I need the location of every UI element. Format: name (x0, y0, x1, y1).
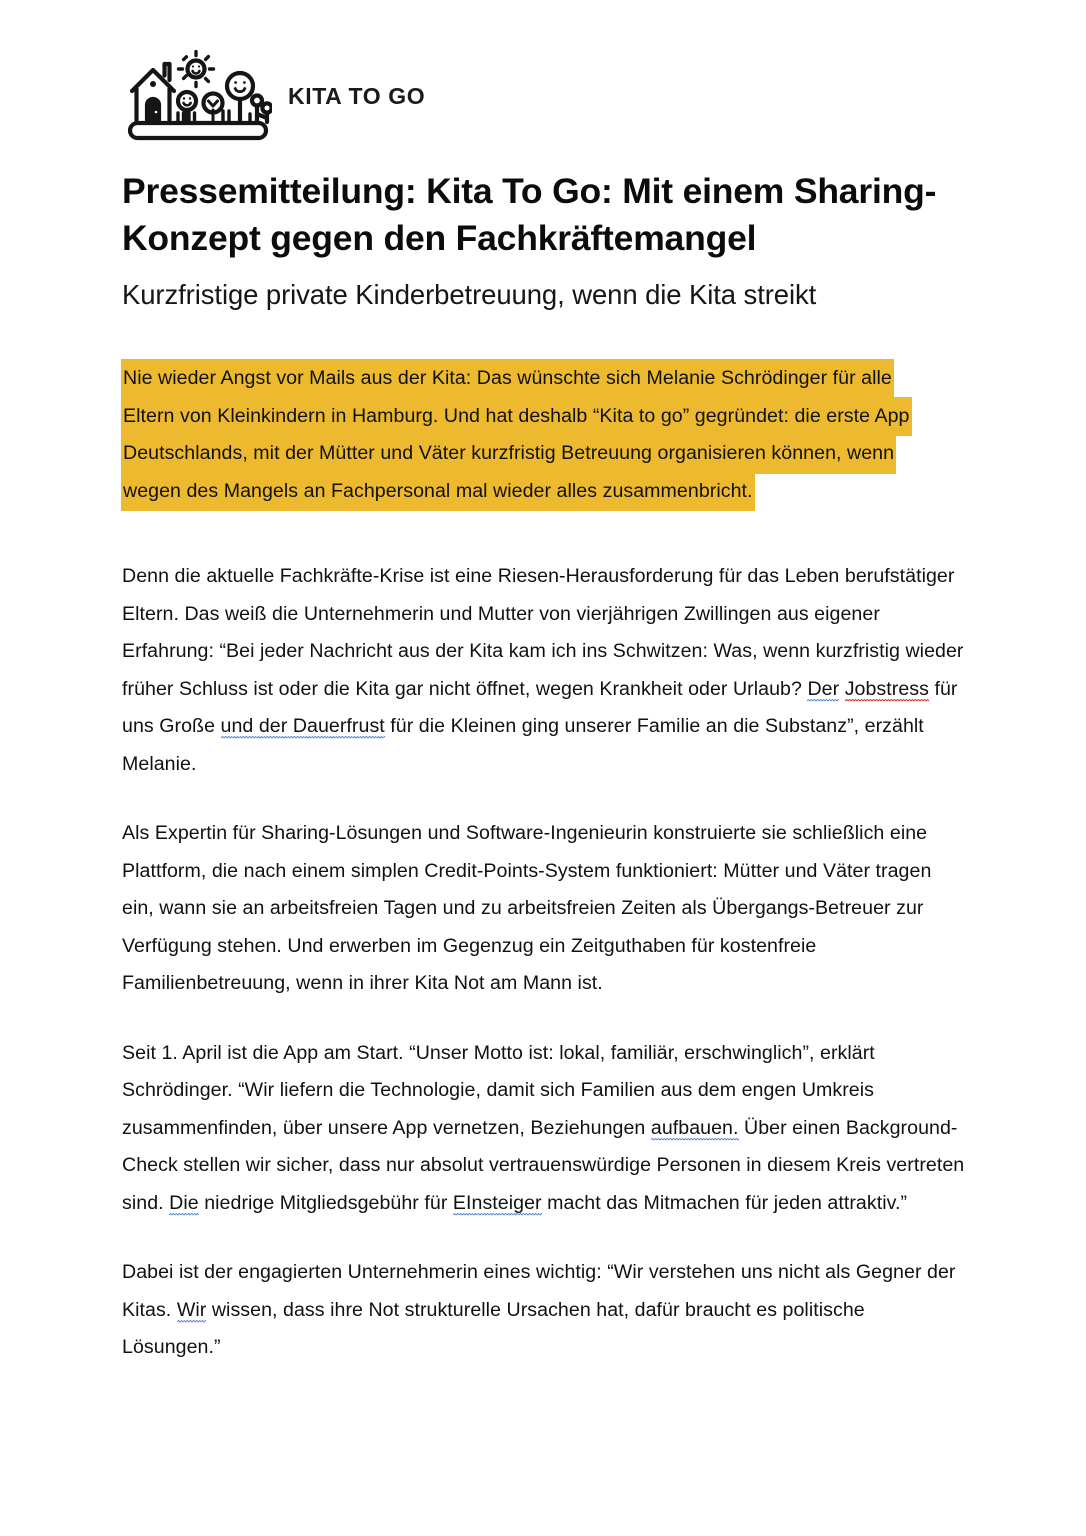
brand-header (124, 48, 425, 144)
grammar-error-text[interactable]: Der (807, 678, 839, 703)
highlighted-line: Eltern von Kleinkindern in Hamburg. Und hat deshalb “Kita to go” gegründet: die erste App (122, 398, 911, 436)
spelling-error-text[interactable]: Jobstress (845, 678, 929, 703)
highlighted-line: Deutschlands, mit der Mütter und Väter kurzfristig Betreuung organisieren können, wenn (122, 435, 895, 473)
page-subtitle: Kurzfristige private Kinderbetreuung, wenn die Kita streikt (122, 279, 817, 310)
brand-name: KITA TO GO (288, 82, 426, 109)
highlighted-line: Nie wieder Angst vor Mails aus der Kita: Das wünschte sich Melanie Schrödinger für alle (122, 360, 893, 398)
grammar-error-text[interactable]: Wir (177, 1299, 207, 1324)
grammar-error-text[interactable]: Die (169, 1192, 199, 1217)
grammar-error-text[interactable]: und der Dauerfrust (221, 715, 385, 740)
para-fachkraefte-krise: Denn die aktuelle Fachkräfte-Krise ist eine Riesen-Herausforderung für das Leben berufstätiger Eltern. Das weiß die Unternehmerin und Mutter von vierjährigen Zwillingen aus eigener Erfahrung: “Bei jeder Nachricht aus der Kita kam ich ins Schwitzen: Was, wenn kurzfristig wieder früher Schluss ist oder die Kita gar nicht öffnet, wegen Krankheit oder Urlaub? Der Jobstress für uns Große und der Dauerfrust für die Kleinen ging unserer Familie an die Substanz”, erzählt Melanie. (122, 565, 964, 775)
para-app-start: Seit 1. April ist die App am Start. “Unser Motto ist: lokal, familiär, erschwinglich”, erklärt Schrödinger. “Wir liefern die Technologie, damit sich Familien aus dem engen Umkreis zusammenfinden, über unsere App vernetzen, Beziehungen aufbauen. Über einen Background-Check stellen wir sicher, dass nur absolut vertrauenswürdige Personen in diesem Kreis vertreten sind. Die niedrige Mitgliedsgebühr für EInsteiger macht das Mitmachen für jeden attraktiv.” (122, 1035, 967, 1223)
lead-paragraph-highlighted (122, 360, 967, 510)
page-title: Pressemitteilung: Kita To Go: Mit einem Sharing-Konzept gegen den Fachkräftemangel (122, 171, 937, 258)
grammar-error-text[interactable]: EInsteiger (453, 1192, 542, 1217)
article-body (122, 360, 967, 1367)
highlighted-line: wegen des Mangels an Fachpersonal mal wieder alles zusammenbricht. (122, 473, 754, 511)
para-nicht-gegner: Dabei ist der engagierten Unternehmerin eines wichtig: “Wir verstehen uns nicht als Gegner der Kitas. Wir wissen, dass ihre Not strukturelle Ursachen hat, dafür braucht es politische Lösungen.” (122, 1261, 956, 1358)
kita-house-garden-logo-icon (124, 50, 272, 142)
para-plattform: Als Expertin für Sharing-Lösungen und Software-Ingenieurin konstruierte sie schließlich eine Plattform, die nach einem simplen Credit-Points-System funktioniert: Mütter und Väter tragen ein, wann sie an arbeitsfreien Tagen und zu arbeitsfreien Zeiten als Übergangs-Betreuer zur Verfügung stehen. Und erwerben im Gegenzug ein Zeitguthaben für kostenfreie Familienbetreuung, wenn in ihrer Kita Not am Mann ist. (122, 822, 932, 994)
grammar-error-text[interactable]: aufbauen. (651, 1117, 739, 1142)
